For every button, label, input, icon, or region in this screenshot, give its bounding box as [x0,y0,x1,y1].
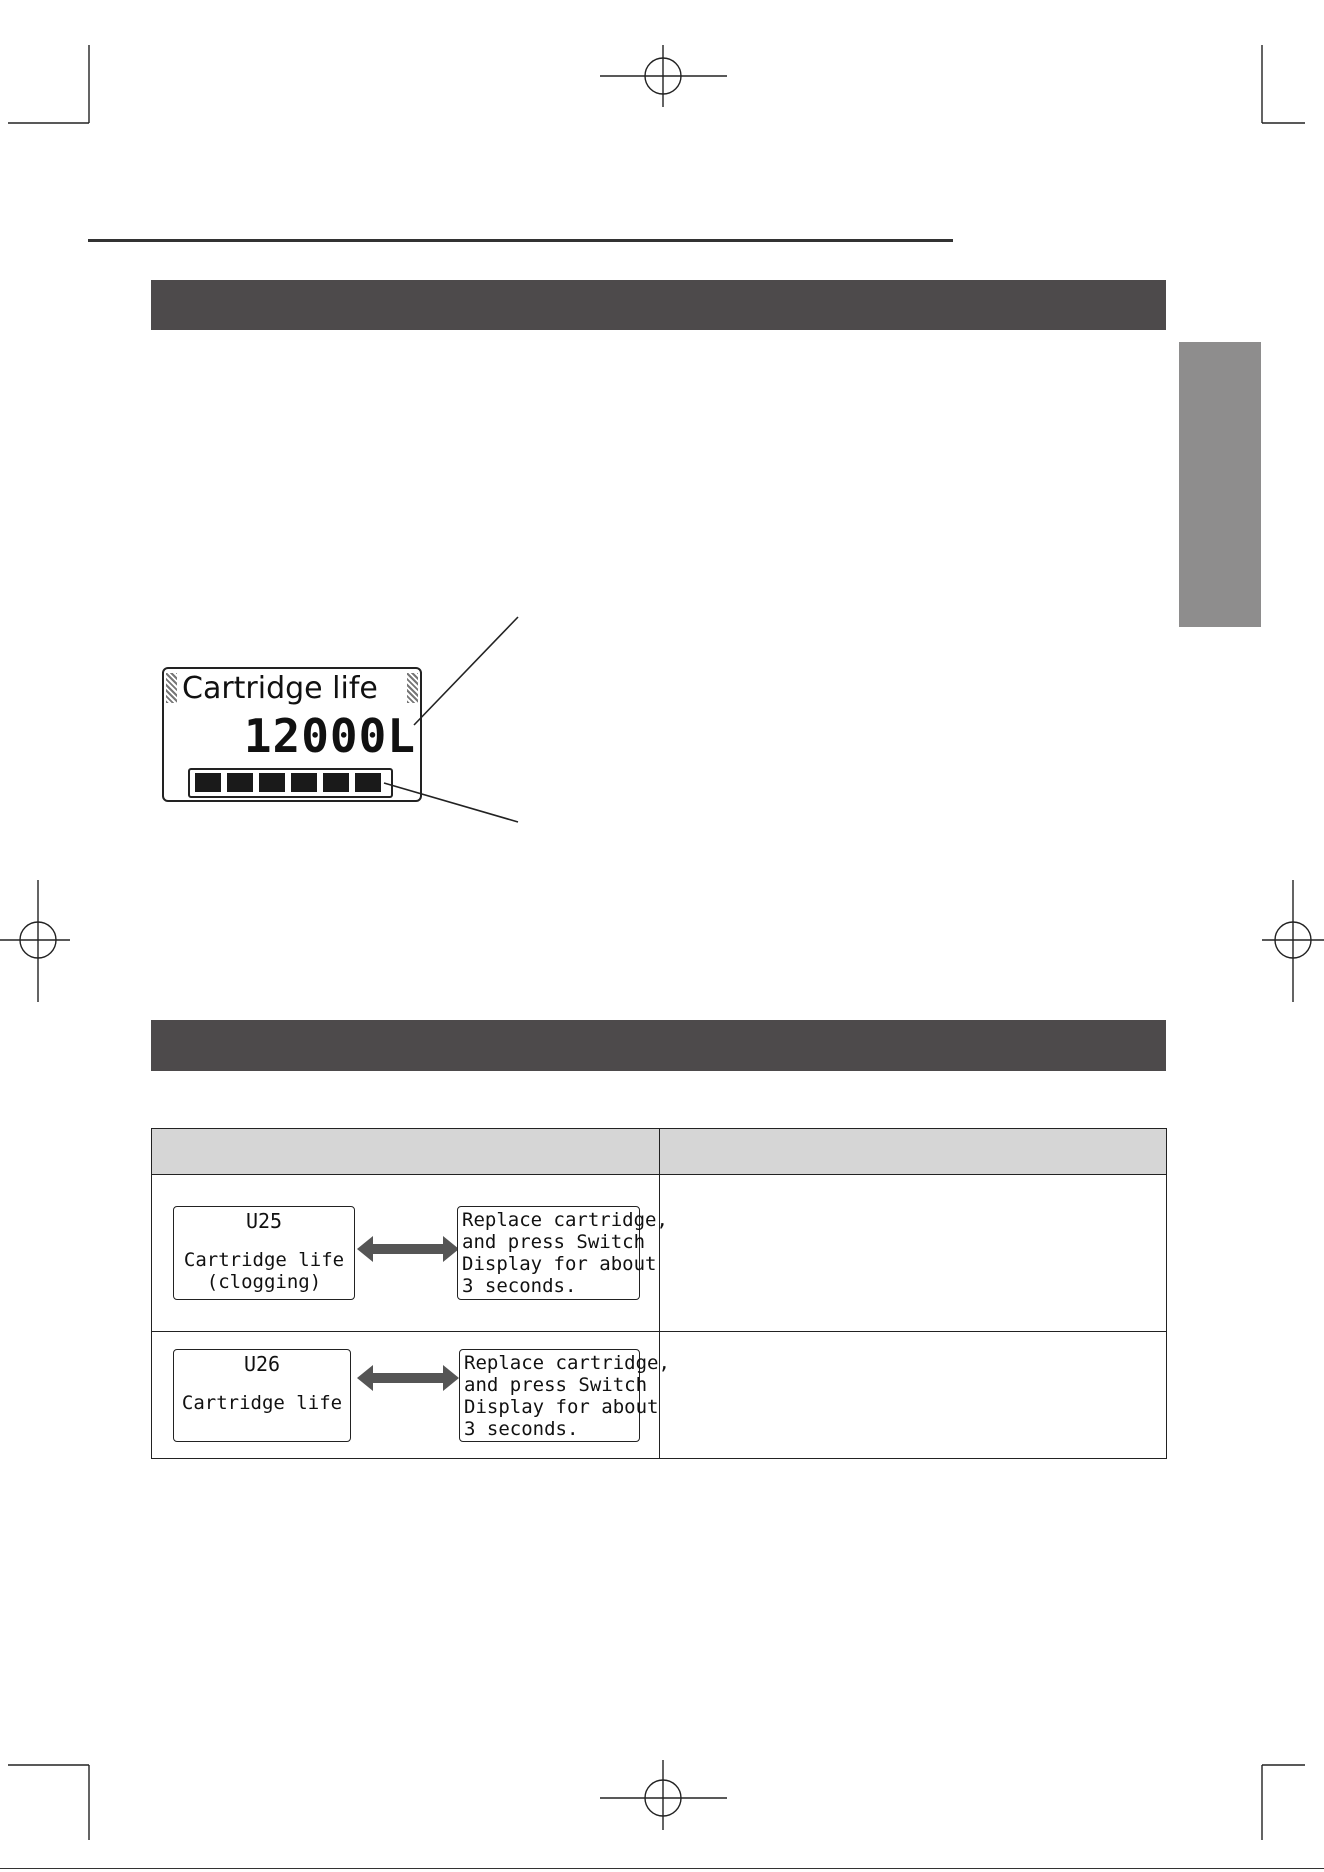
u25-display [173,1206,355,1300]
callout-line-level [384,783,518,822]
error-label: Cartridge life [181,1392,343,1414]
message-line: Display for about [462,1253,657,1275]
table-cell-description [660,1332,1167,1459]
double-arrow-icon [357,1361,459,1395]
bottom-edge-line [0,1868,1324,1869]
table-cell-display [152,1175,668,1332]
table-row [152,1175,1167,1332]
error-label: Cartridge life [183,1249,345,1271]
table-cell-display [152,1332,670,1459]
message-line: Replace cartridge, [464,1352,670,1374]
table-cell-description [660,1175,1167,1332]
replace-message-display [457,1206,668,1300]
section-header-bar [151,1020,1166,1071]
callout-line-value [414,617,518,725]
replace-message-display [459,1349,670,1442]
message-line: Display for about [464,1396,659,1418]
table-header-cell [152,1129,660,1175]
error-code: U25 [245,1209,283,1233]
lcd-volume-value: 12000L [243,709,416,763]
lcd-title: Cartridge life [182,671,378,706]
error-label-sub: (clogging) [206,1271,322,1293]
table-header-row [152,1129,1167,1175]
message-line: 3 seconds. [462,1275,577,1297]
double-arrow-icon [357,1232,459,1266]
message-line: and press Switch [462,1231,646,1253]
u26-display [173,1349,351,1442]
table-header-cell [660,1129,1167,1175]
message-line: and press Switch [464,1374,648,1396]
message-line: 3 seconds. [464,1418,579,1440]
table-row [152,1332,1167,1459]
error-code: U26 [243,1352,281,1376]
display-messages-table [151,1128,1167,1459]
message-line: Replace cartridge, [462,1209,668,1231]
